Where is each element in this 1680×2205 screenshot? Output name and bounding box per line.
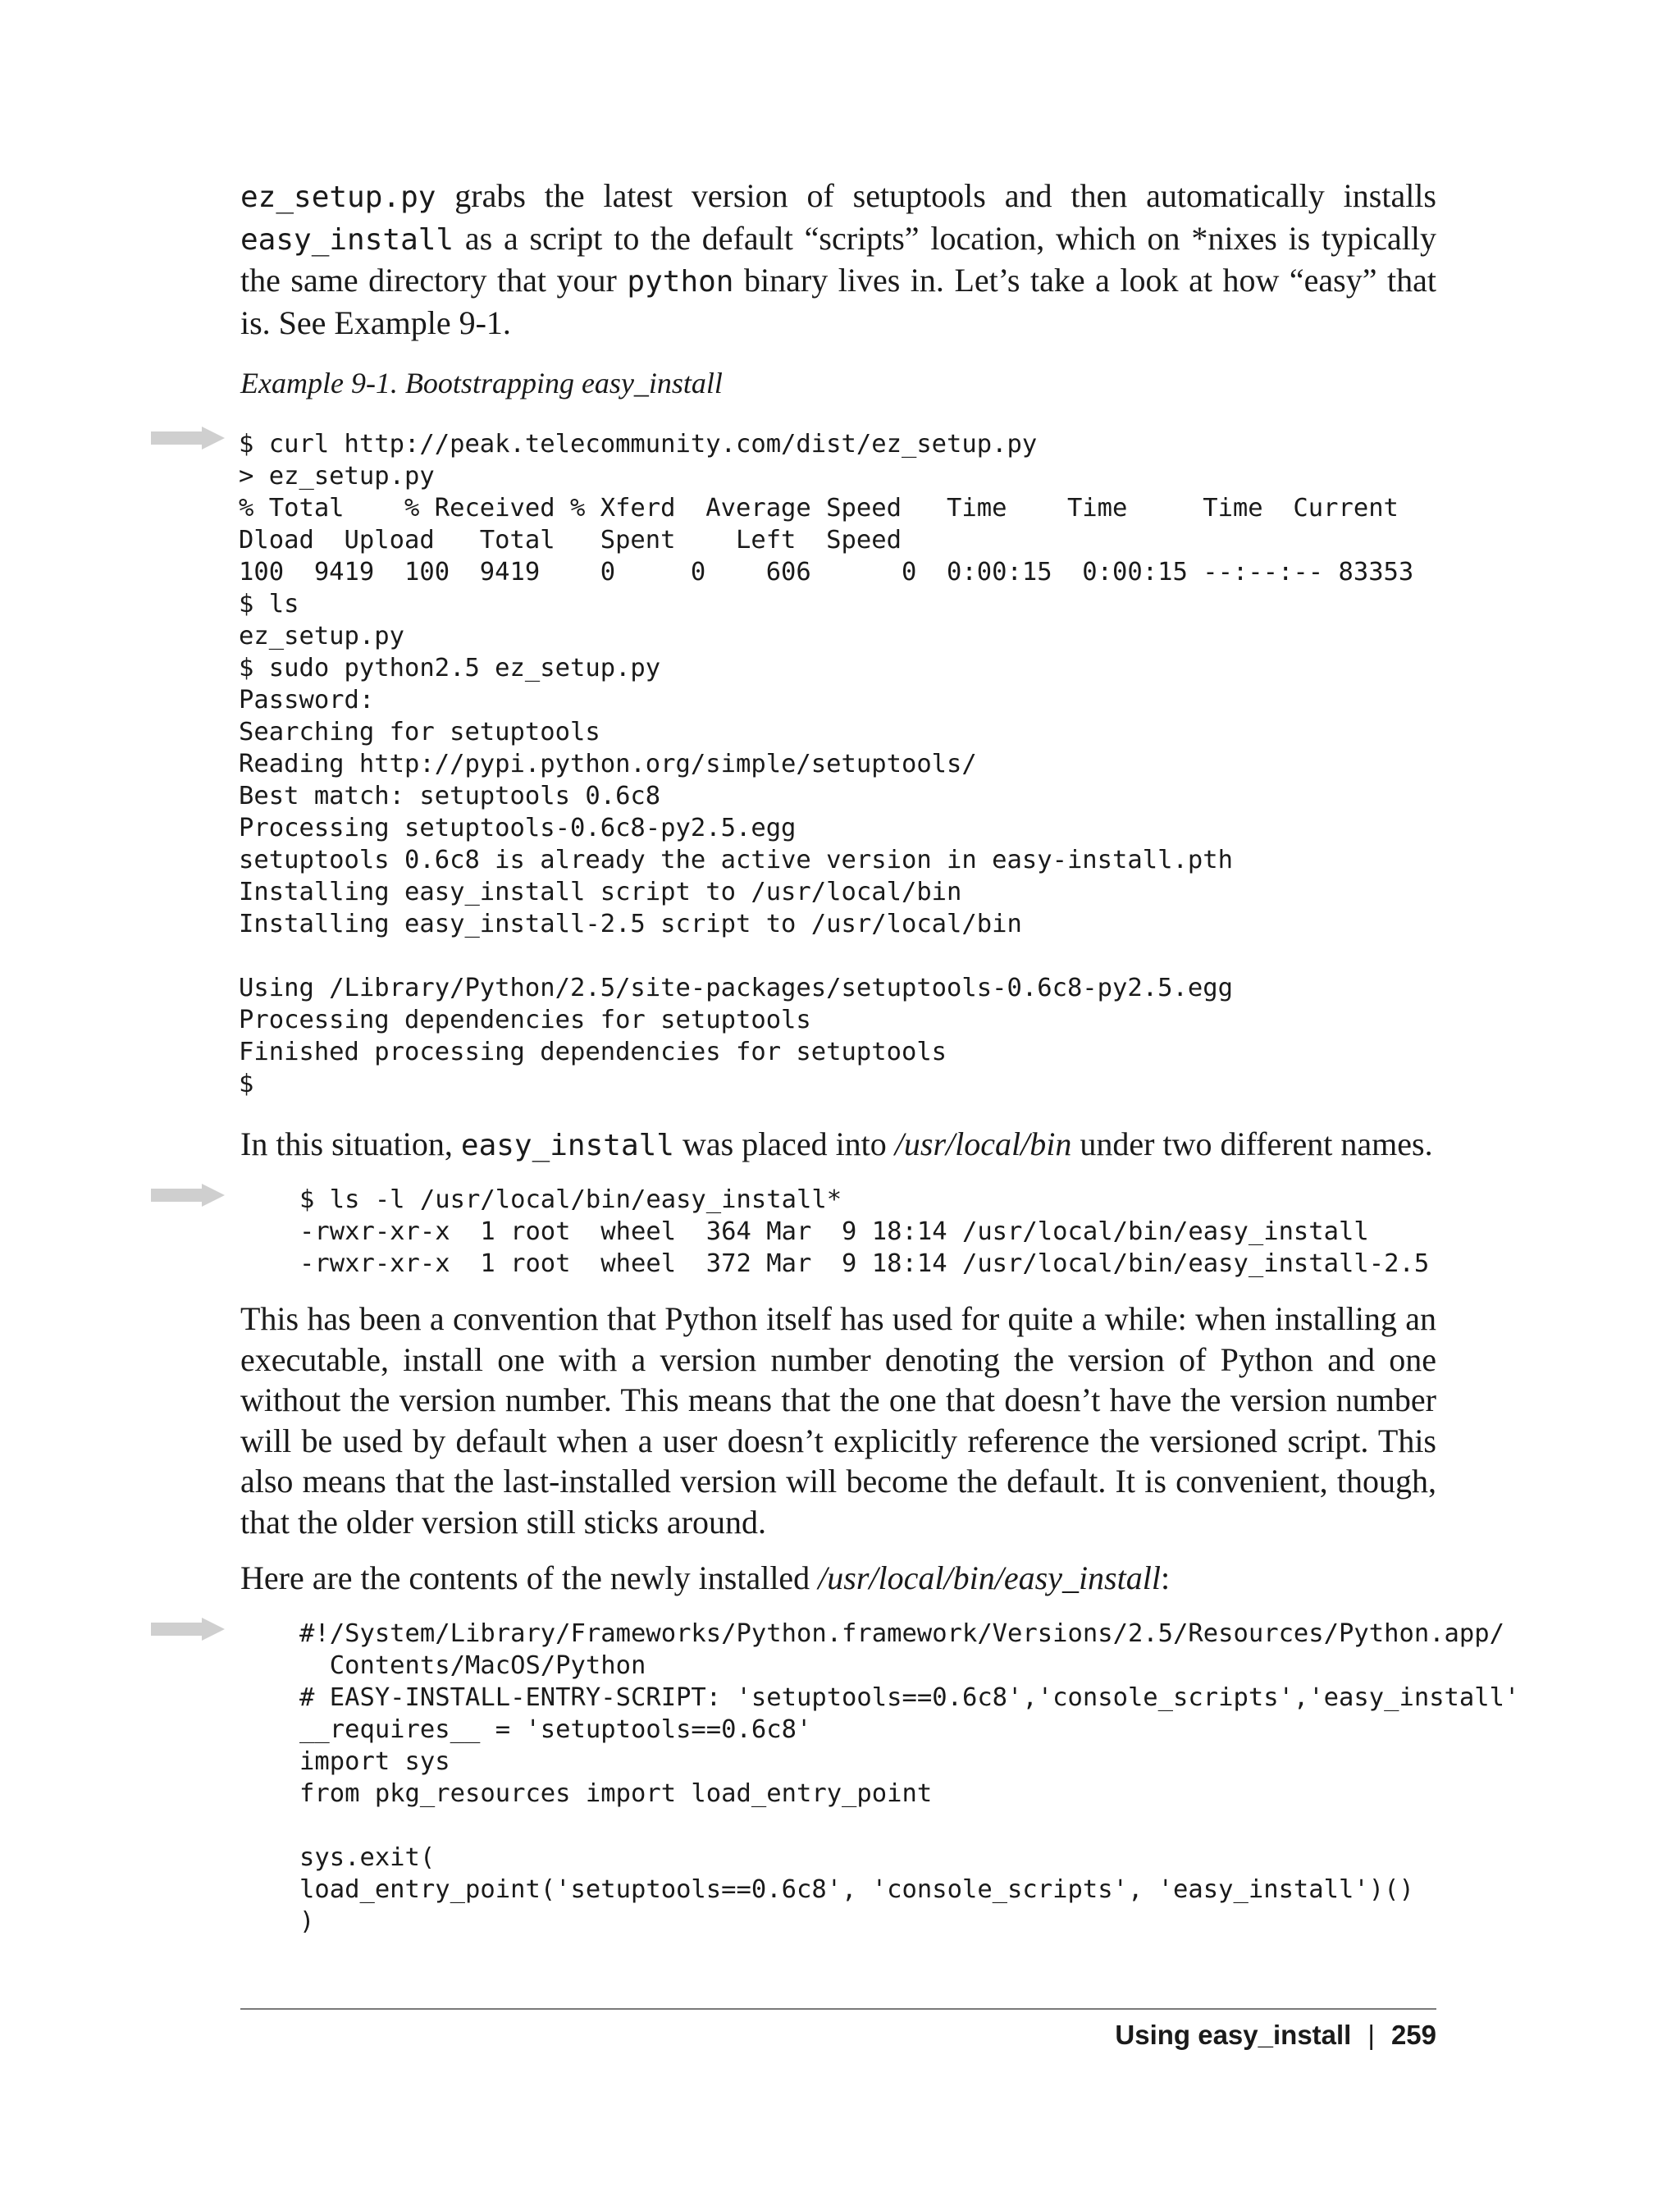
convention-paragraph: This has been a convention that Python itself has used for quite a while: when installing an executable, install one with a version number denoting the version of Python and one without the version number. This means that the one that doesn’t have the version number will be used by default when a user doesn’t explicitly reference the versioned script. This also means that the last-installed version will become the default. It is convenient, though, that the older version still sticks around. [240,1300,1436,1541]
contents-text-1: Here are the contents of the newly installed [240,1559,819,1596]
arrow-right-icon [151,1184,225,1207]
contents-paragraph [240,1558,1436,1599]
intro-text-2: as a script to the default “scripts” location, which on *nixes is typically the same directory that your [240,219,1436,299]
contents-text-2: : [1160,1559,1171,1596]
page-footer [1115,2020,1436,2051]
example-caption: Example 9-1. Bootstrapping easy_install [240,367,723,399]
ls-code-block: $ ls -l /usr/local/bin/easy_install* -rwxr-xr-x 1 root wheel 364 Mar 9 18:14 /usr/local/bin/easy_install -rwxr-xr-x 1 root wheel 372 Mar 9 18:14 /usr/local/bin/easy_install-2.5 [299,1185,1430,1278]
situation-paragraph [240,1124,1436,1166]
inline-code-easy-install-2: easy_install [460,1129,674,1162]
footer-rule [240,2008,1436,2010]
intro-text-1: grabs the latest version of setuptools and then automatically installs [436,177,1436,214]
inline-code-ez-setup: ez_setup.py [240,180,436,214]
situation-text-3: under two different names. [1071,1125,1433,1162]
example-code-block: $ curl http://peak.telecommunity.com/dist/ez_setup.py > ez_setup.py % Total % Received % Xferd Average Speed Time Time Time Current Dload Upload Total Spent Left Speed 100 9419 100 9419 0 0 606 0 0:00:15 0:00:15 --:--:-- 83353 $ ls ez_setup.py $ sudo python2.5 ez_setup.py Password: Searching for setuptools Reading http://pypi.python.org/simple/setuptools/ Best match: setuptools 0.6c8 Processing setuptools-0.6c8-py2.5.egg setuptools 0.6c8 is already the active version in easy-install.pth Installing easy_install script to /usr/local/bin Installing easy_install-2.5 script to /usr/local/bin Using /Library/Python/2.5/site-packages/setuptools-0.6c8-py2.5.egg Processing dependencies for setuptools Finished processing dependencies for setuptools $ [239,430,1414,1098]
page-number: 259 [1390,2020,1436,2050]
situation-path: /usr/local/bin [894,1125,1072,1162]
arrow-right-icon [151,427,225,450]
intro-paragraph [240,176,1436,343]
script-code-block: #!/System/Library/Frameworks/Python.framework/Versions/2.5/Resources/Python.app/ Contents/MacOS/Python # EASY-INSTALL-ENTRY-SCRIPT: 'setuptools==0.6c8','console_scripts','easy_install' __requires__ = 'setuptools==0.6c8' import sys from pkg_resources import load_entry_point sys.exit( load_entry_point('setuptools==0.6c8', 'console_scripts', 'easy_install')() ) [299,1619,1520,1936]
inline-code-python: python [627,265,734,299]
footer-separator: | [1367,2020,1375,2050]
inline-code-easy-install: easy_install [240,222,454,257]
footer-section-title: Using easy_install [1115,2020,1352,2050]
contents-path: /usr/local/bin/easy_install [818,1559,1161,1596]
situation-text-1: In this situation, [240,1125,461,1162]
intro-text-3: binary lives in. Let’s take a look at how “easy” that is. See Example 9-1. [240,262,1436,341]
situation-text-2: was placed into [673,1125,895,1162]
arrow-right-icon [151,1618,225,1641]
